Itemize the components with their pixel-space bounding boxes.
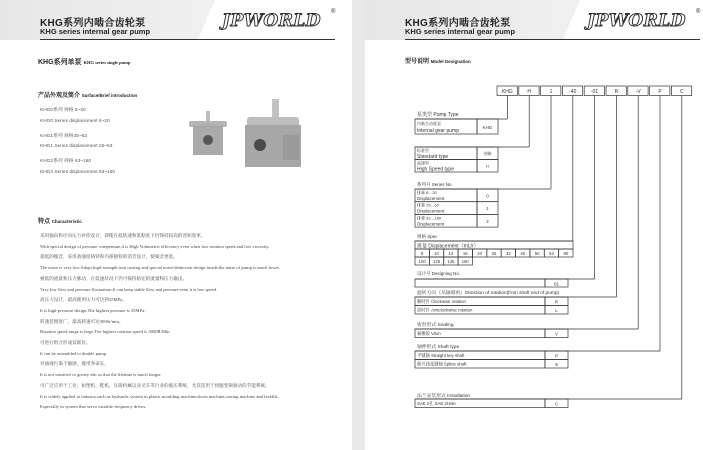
- header-title-en: KHG series internal gear pump: [40, 27, 151, 36]
- characteristic-line: 极低的流量和压力脉动，在低速状况下仍可保持稳定的流量和压力输出。: [40, 275, 188, 281]
- design-label: 设计号 Designing No.: [417, 271, 461, 276]
- intro-item: KHG0系列 规格 8~20: [40, 108, 86, 113]
- code-segment: C: [679, 89, 684, 95]
- characteristic-line: 高压力设计，最高使用压力可达到35MPa。: [40, 297, 127, 303]
- label-text: Standard type: [417, 154, 449, 160]
- spec-value: 20: [477, 251, 482, 256]
- characteristic-heading: 特点 Characteristic: [38, 219, 82, 225]
- spec-label: 规格 Spec: [417, 234, 438, 239]
- registered-mark: ®: [331, 9, 336, 15]
- spec-value: 10: [434, 251, 439, 256]
- label-text: 顺时针 Clockwise rotation: [417, 299, 466, 304]
- label-text: Displacement: [417, 196, 445, 201]
- spec-value: 50: [534, 251, 540, 256]
- jpworld-logo: JPWORLD: [222, 11, 322, 31]
- code-segment: R: [614, 89, 619, 95]
- spec-value: 100: [418, 259, 426, 264]
- characteristic-line: Rotation speed range is large.The highest rotation speed is 3000R/Min: [40, 329, 170, 335]
- label-text: 平键轴 Straight key shaft: [417, 353, 465, 358]
- intro-item: KHG1 Series displacement 25~63: [40, 144, 113, 150]
- characteristic-line: 可进行组合形成双联泵。: [40, 340, 91, 345]
- spec-value: 16: [462, 251, 468, 256]
- label-text: 氟橡胶 Viton: [417, 331, 441, 336]
- intro-heading: 产品外观及简介 Surface/Brief introduction: [38, 93, 138, 99]
- code-segment: -V: [635, 89, 641, 95]
- spec-value: 63: [549, 251, 554, 256]
- characteristic-line: It is high-pressure design.The highest pressure is 35MPa.: [40, 307, 146, 313]
- spec-value: 8: [421, 251, 424, 256]
- label-text: 省略: [483, 151, 492, 156]
- option-code: C: [554, 401, 559, 407]
- characteristic-line: 超低的噪音，采用高强度铸铁和内部独特的消音设计，使噪音更低。: [40, 254, 178, 260]
- label-text: 排量 25…63: [417, 202, 440, 208]
- shaft-label: 轴伸形式 Shaft type: [417, 345, 460, 350]
- characteristic-line: It is not sensitive to greasy dirt so that the lifetime is much longer.: [40, 372, 162, 378]
- intro-item: KHG2 Series displacement 63~160: [40, 170, 116, 175]
- code-segment: 1: [549, 89, 553, 95]
- code-segment: -01: [590, 89, 599, 95]
- header-title-en: KHG series internal gear pump: [405, 27, 516, 36]
- label-text: 0: [486, 193, 489, 199]
- characteristic-line: 采用轴向和径向压力补偿设计，即使在低转速和低粘度下仍保持较高的容积效率。: [40, 233, 206, 238]
- spec-value: 145: [447, 259, 455, 264]
- spec-value: 80: [563, 251, 569, 256]
- code-segment: KHG: [501, 89, 513, 95]
- option-code: P: [554, 353, 559, 359]
- jpworld-logo: JPWORLD: [587, 11, 687, 31]
- label-text: 逆时针 Anticlockwise rotation: [417, 307, 473, 313]
- header-title-cn: KHG系列内啮合齿轮泵: [405, 18, 511, 29]
- spec-header: 排量 Displacement（mL/r）: [417, 243, 479, 250]
- label-text: 内啮合齿轮泵: [417, 121, 441, 126]
- code-segment: -40: [569, 89, 577, 95]
- label-text: 01: [553, 281, 560, 287]
- label-text: 排量 8…20: [417, 190, 437, 195]
- table-cell: [415, 279, 545, 287]
- option-code: S: [554, 362, 559, 367]
- label-text: SAE 2孔 SAE 2Hole: [417, 401, 456, 406]
- characteristic-line: 对油液污染不敏感，使用寿命长。: [40, 361, 109, 367]
- label-text: 标准型: [417, 148, 429, 153]
- label-text: 排量 63…160: [417, 215, 442, 221]
- spec-value: 13: [448, 251, 454, 256]
- registered-mark: ®: [696, 9, 701, 15]
- characteristic-line: The noise is very low.Adopt high-strength iron casting and special noise-deduction design inside,the noise of pump is much lower.: [40, 265, 280, 271]
- label-text: 2: [486, 218, 489, 224]
- intro-item: KHG2系列 规格 63~160: [40, 159, 92, 165]
- series-label: 系列号 Series No: [417, 182, 452, 187]
- characteristic-line: 转速范围宽广，最高转速可达3000r/min。: [40, 318, 124, 324]
- spec-value: 25: [491, 251, 497, 256]
- characteristic-line: 可广泛应用于工业，如塑机、鞋机、压铸机械以及叉车等行业的液压系统，尤其适用于伺服变频驱动的节能系统。: [40, 382, 270, 388]
- rotation-label: 旋转方向（从轴端看）Direction of rotation(from shaft end of pump): [417, 291, 560, 296]
- label-text: Displacement: [417, 221, 445, 227]
- pump-type-label: 泵类型 Pump Type: [417, 112, 459, 118]
- section-title: KHG系列单泵 KHG series single pump: [38, 59, 131, 66]
- option-code: R: [554, 299, 559, 305]
- code-segment: H: [527, 89, 532, 95]
- intro-item: KHG1系列 规格25~63: [40, 133, 88, 139]
- characteristic-line: Especially in system that servo variable-frequency drives.: [40, 404, 147, 410]
- intro-item: KHG0 Series displacement 8~20: [40, 118, 110, 124]
- label-text: High Speed type: [417, 166, 454, 173]
- label-text: Internal gear pump: [417, 128, 459, 134]
- spec-value: 40: [520, 251, 526, 256]
- install-label: 法兰安装形式 Installation: [417, 394, 471, 399]
- header-title-cn: KHG系列内啮合齿轮泵: [40, 18, 146, 29]
- label-text: KHG: [482, 125, 493, 130]
- spec-value: 160: [461, 259, 469, 264]
- label-text: 高速型: [417, 160, 429, 166]
- label-text: Displacement: [417, 208, 445, 214]
- label-text: 渐开线花键轴 Spline shaft: [417, 361, 467, 367]
- spec-value: 125: [433, 259, 441, 264]
- characteristic-line: With special design of pressure compensate,it is High Volumetric efficiency even when low rotation speed and low viscosity.: [40, 243, 270, 249]
- code-segment: P: [658, 89, 662, 95]
- characteristic-line: Very low flow and pressure fluctuation.It can keep stable flow and pressure even it is low speed.: [40, 286, 218, 292]
- label-text: H: [486, 163, 489, 169]
- characteristic-line: It can be assembled to double pump.: [40, 350, 108, 356]
- option-code: L: [555, 308, 558, 313]
- option-code: V: [554, 331, 559, 337]
- model-designation-heading: 型号说明 Model Designation: [405, 59, 471, 65]
- label-text: 1: [486, 206, 489, 212]
- sealing-label: 密封形式 Sealing: [417, 323, 454, 328]
- spec-value: 32: [506, 251, 511, 256]
- characteristic-line: It is widely applied in industry,such as hydraulic system in plastic moulding machine,shoes machine,casting machine and forklift..: [40, 393, 280, 399]
